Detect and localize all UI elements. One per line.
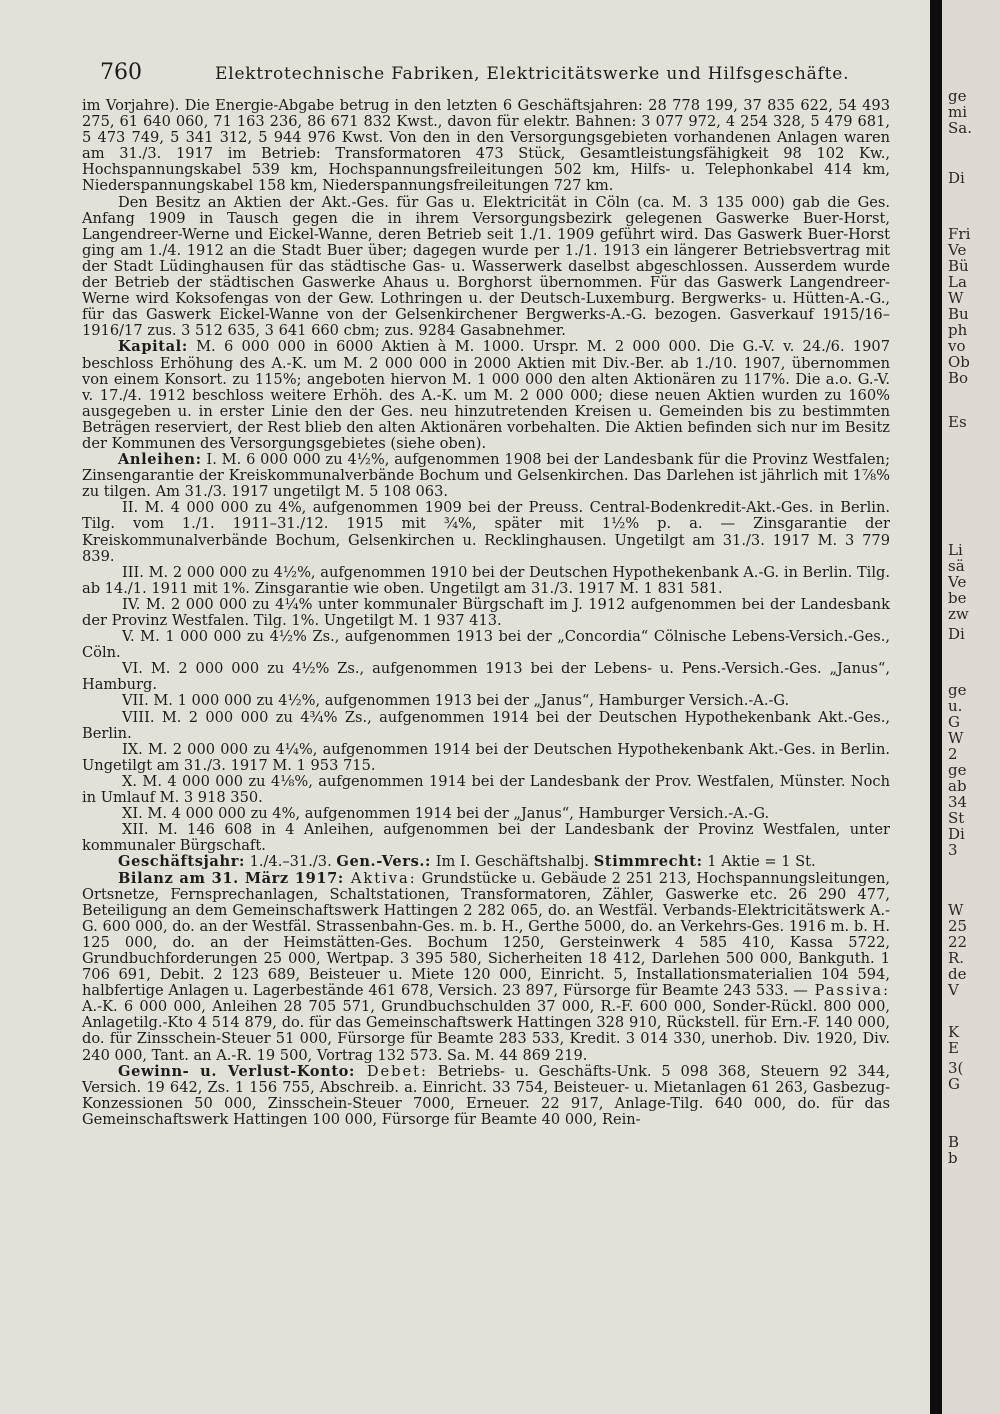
debet-label: Debet: — [355, 1062, 428, 1080]
anleihe-4: IV. M. 2 000 000 zu 4¼% unter kommunaler Bürgschaft im J. 1912 aufgenommen bei der Landesbank der Provinz Westfalen. Tilg. 1%. Ungetilgt M. 1 937 413. — [82, 595, 890, 629]
facing-page-fragment: La — [948, 273, 967, 291]
facing-page-fragment: Fri — [948, 225, 971, 243]
facing-page-fragment: de — [948, 965, 967, 983]
facing-page-fragment: G — [948, 1075, 960, 1093]
anleihe-9: IX. M. 2 000 000 zu 4¼%, aufgenommen 1914 bei der Deutschen Hypothekenbank Akt.-Ges. in Berlin. Ungetilgt am 31./3. 1917 M. 1 953 715. — [82, 740, 890, 774]
anleihe-10: X. M. 4 000 000 zu 4⅛%, aufgenommen 1914 bei der Landesbank der Prov. Westfalen, Münster. Noch in Umlauf M. 3 918 350. — [82, 772, 890, 807]
paragraph-anleihen — [82, 452, 890, 500]
facing-page-fragment: u. — [948, 697, 963, 715]
geschaeftsjahr-heading: Geschäftsjahr: — [118, 853, 245, 871]
gen-vers-text: Im I. Geschäftshalbj. — [431, 853, 594, 871]
facing-page-fragment: Es — [948, 413, 967, 431]
facing-page-fragment: ab — [948, 777, 967, 795]
paragraph-kapital — [82, 339, 890, 452]
paragraph-guv — [82, 1064, 890, 1128]
facing-page-fragment: St — [948, 809, 965, 827]
facing-page-fragment: W — [948, 901, 964, 919]
anleihen-text: I. M. 6 000 000 zu 4½%, aufgenommen 1908 bei der Landesbank für die Provinz Westfalen; Zinsengarantie der Kreiskommunalverbände Bochum und Gelsenkirchen. Das Darlehen ist jährlich mit 1⅞% zu tilgen. Am 31./3. 1917 ungetilgt M. 5 108 063. — [82, 451, 890, 501]
facing-page-fragment: Di — [948, 625, 965, 643]
anleihe-6: VI. M. 2 000 000 zu 4½% Zs., aufgenommen 1913 bei der Lebens- u. Pens.-Versich.-Ges. „Janus“, Hamburg. — [82, 660, 890, 694]
passiva-label: Passiva: — [807, 982, 890, 1000]
facing-page-fragment: G — [948, 713, 960, 731]
facing-page-fragment: W — [948, 729, 964, 747]
facing-page-fragment: K — [948, 1023, 960, 1041]
facing-page-fragment: zw — [948, 605, 969, 623]
facing-page-fragment: ge — [948, 761, 967, 779]
anleihe-5: V. M. 1 000 000 zu 4½% Zs., aufgenommen 1913 bei der „Concordia“ Cölnische Lebens-Versich.-Ges., Cöln. — [82, 628, 890, 662]
aktiva-label: Aktiva: — [343, 869, 417, 887]
facing-page-fragment: vo — [948, 337, 966, 355]
paragraph-energy: im Vorjahre). Die Energie-Abgabe betrug in den letzten 6 Geschäftsjahren: 28 778 199, 37 835 622, 54 493 275, 61 640 060, 71 163 236, 86 671 832 Kwst., davon für elektr. Bahnen: 3 077 972, 4 254 328, 5 479 681, 5 473 749, 5 341 312, 5 944 976 Kwst. Von den in den Versorgungsgebieten vorhandenen Anlagen waren am 31./3. 1917 im Betrieb: Transformatoren 473 Stück, Gesamtleistungsfähigkeit 98 102 Kw., Hochspannungskabel 539 km, Hochspannungsfreileitungen 502 km, Hilfs- u. Telephonkabel 414 km, Niederspannungskabel 158 km, Niederspannungsfreileitungen 727 km. — [82, 97, 890, 195]
facing-page-fragment: Bo — [948, 369, 969, 387]
facing-page-fragment: Li — [948, 541, 963, 559]
geschaeftsjahr-text: 1./4.–31./3. — [244, 853, 337, 871]
guv-heading: Gewinn- u. Verlust-Konto: — [118, 1062, 356, 1080]
facing-page-fragment: 22 — [948, 933, 968, 951]
bilanz-heading: Bilanz am 31. März 1917: — [118, 869, 344, 887]
facing-page-fragment: ge — [948, 87, 967, 105]
anleihen-heading: Anleihen: — [118, 451, 202, 469]
paragraph-gas: Den Besitz an Aktien der Akt.-Ges. für Gas u. Elektricität in Cöln (ca. M. 3 135 000) gab die Ges. Anfang 1909 in Tausch gegen die in ihrem Versorgungsbezirk gelegenen Gaswerke Buer-Horst, Langendreer-Werne und Eickel-Wanne, deren Betrieb seit 1./1. 1909 geführt wird. Das Gaswerk Buer-Horst ging am 1./4. 1912 an die Stadt Buer über; dagegen wurde per 1./1. 1913 ein längerer Betriebsvertrag mit der Stadt Lüdinghausen für das städtische Gas- u. Wasserwerk daselbst abgeschlossen. Ausserdem wurde der Betrieb der städtischen Gaswerke Ahaus u. Borghorst übernommen. Für das Gaswerk Langendreer-Werne wird Koksofengas von der Gew. Lothringen u. der Deutsch-Luxemburg. Bergwerks- u. Hütten-A.-G., für das Gaswerk Eickel-Wanne von der Gelsenkirchener Bergwerks-A.-G. bezogen. Gasverkauf 1915/16–1916/17 zus. 3 512 635, 3 641 660 cbm; zus. 9284 Gasabnehmer. — [82, 193, 890, 340]
facing-page-fragment: B — [948, 1133, 960, 1151]
anleihe-8: VIII. M. 2 000 000 zu 4¾% Zs., aufgenommen 1914 bei der Deutschen Hypothekenbank Akt.-Ges., Berlin. — [82, 708, 890, 742]
facing-page-fragment: 3( — [948, 1059, 964, 1077]
facing-page-fragment: Sa. — [948, 119, 972, 137]
facing-page-fragment: R. — [948, 949, 965, 967]
facing-page-fragment: be — [948, 589, 967, 607]
facing-page-fragment: 34 — [948, 793, 968, 811]
gen-vers-heading: Gen.-Vers.: — [336, 853, 432, 871]
facing-page-fragment: V — [948, 981, 959, 999]
facing-page-fragment: E — [948, 1039, 959, 1057]
page-number: 760 — [100, 60, 142, 85]
facing-page-fragment: Di — [948, 169, 965, 187]
kapital-heading: Kapital: — [118, 338, 188, 356]
facing-page-fragment: Ve — [948, 573, 967, 591]
anleihe-2: II. M. 4 000 000 zu 4%, aufgenommen 1909 bei der Preuss. Central-Bodenkredit-Akt.-Ges. in Berlin. Tilg. vom 1./1. 1911–31./12. 1915 mit ¾%, später mit 1½% p. a. — Zinsgarantie der Kreiskommunalverbände Bochum, Gelsenkirchen u. Recklinghausen. Ungetilgt am 31./3. 1917 M. 3 779 839. — [82, 499, 890, 565]
book-binding-gutter — [930, 0, 942, 1414]
bilanz-aktiva-text: Grundstücke u. Gebäude 2 251 213, Hochspannungsleitungen, Ortsnetze, Fernsprechanlagen, Schaltstationen, Transformatoren, Zähler, Gaswerke etc. 26 290 477, Beteiligung an dem Gemeinschaftswerk Hattingen 2 282 065, do. an Westfäl. Verbands-Elektricitätswerk A.-G. 600 000, do. an der Westfäl. Strassenbahn-Ges. m. b. H., Gerthe 5000, do. an Verkehrs-Ges. 1916 m. b. H. 125 000, do. an der Heimstätten-Ges. Bochum 1250, Gersteinwerk 4 585 410, Kassa 5722, Grundbuchforderungen 25 000, Wertpap. 3 395 580, Sicherheiten 18 412, Darlehen 500 000, Bankguth. 1 706 691, Debit. 2 123 689, Beisteuer u. Miete 120 000, Einricht. 5, Installationsmaterialien 104 594, halbfertige Anlagen u. Lagerbestände 461 678, Versich. 23 897, Fürsorge für Beamte 243 533. — — [82, 869, 891, 1000]
facing-page-fragment: 3 — [948, 841, 958, 859]
facing-page-fragment: ph — [948, 321, 968, 339]
facing-page-fragment: mi — [948, 103, 968, 121]
anleihe-7: VII. M. 1 000 000 zu 4½%, aufgenommen 1913 bei der „Janus“, Hamburger Versich.-A.-G. — [122, 692, 790, 710]
facing-page-fragment: ge — [948, 681, 967, 699]
paragraph-geschaeftsjahr — [82, 854, 890, 870]
facing-page-edge — [942, 0, 1000, 1414]
guv-text: Betriebs- u. Geschäfts-Unk. 5 098 368, Steuern 92 344, Versich. 19 642, Zs. 1 156 755, Abschreib. a. Einricht. 33 754, Beisteuer- u. Mietanlagen 61 263, Gasbezug-Konzessionen 50 000, Zinsschein-Steuer 7000, Erneuer. 22 917, Anlage-Tilg. 640 000, do. für das Gemeinschaftswerk Hattingen 100 000, Fürsorge für Beamte 40 000, Rein- — [82, 1062, 890, 1128]
facing-page-fragment: 25 — [948, 917, 968, 935]
stimmrecht-text: 1 Aktie = 1 St. — [702, 853, 816, 871]
bilanz-passiva-text: A.-K. 6 000 000, Anleihen 28 705 571, Grundbuchschulden 37 000, R.-F. 600 000, Sonder-Rückl. 800 000, Anlagetilg.-Kto 4 514 879, do. für das Gemeinschaftswerk Hattingen 328 910, Rückstell. für Ern.-F. 140 000, do. für Zinsschein-Steuer 51 000, Fürsorge für Beamte 283 533, Kredit. 3 014 330, unerhob. Div. 1920, Div. 240 000, Tant. an A.-R. 19 500, Vortrag 132 573. Sa. M. 44 869 219. — [82, 998, 890, 1064]
anleihe-12: XII. M. 146 608 in 4 Anleihen, aufgenommen bei der Landesbank der Provinz Westfalen, unter kommunaler Bürgschaft. — [82, 821, 890, 855]
anleihe-11: XI. M. 4 000 000 zu 4%, aufgenommen 1914 bei der „Janus“, Hamburger Versich.-A.-G. — [122, 805, 770, 823]
body-text — [82, 98, 890, 1128]
kapital-text: M. 6 000 000 in 6000 Aktien à M. 1000. Urspr. M. 2 000 000. Die G.-V. v. 24./6. 1907 beschloss Erhöhung des A.-K. um M. 2 000 000 in 2000 Aktien mit Div.-Ber. ab 1./10. 1907, übernommen von einem Konsort. zu 115%; angeboten hiervon M. 1 000 000 den alten Aktionären zu 117%. Die a.o. G.-V. v. 17./4. 1912 beschloss weitere Erhöh. des A.-K. um M. 2 000 000; diese neuen Aktien wurden zu 160% ausgegeben u. in erster Linie den der Ges. neu hinzutretenden Kreisen u. Gemeinden bis zu bestimmten Beträgen reserviert, der Rest blieb den alten Aktionären vorbehalten. Die Aktien befinden sich nur im Besitz der Kommunen des Versorgungsgebietes (siehe oben). — [82, 338, 890, 452]
facing-page-fragment: Ve — [948, 241, 967, 259]
paragraph-bilanz — [82, 871, 890, 1064]
page-header — [100, 60, 890, 90]
facing-page-fragment: W — [948, 289, 964, 307]
running-title: Elektrotechnische Fabriken, Elektricitätswerke und Hilfsgeschäfte. — [215, 64, 850, 84]
facing-page-fragment: b — [948, 1149, 958, 1167]
stimmrecht-heading: Stimmrecht: — [593, 853, 703, 871]
facing-page-fragment: Bu — [948, 305, 969, 323]
facing-page-fragment: Bü — [948, 257, 969, 275]
anleihe-3: III. M. 2 000 000 zu 4½%, aufgenommen 1910 bei der Deutschen Hypothekenbank A.-G. in Berlin. Tilg. ab 14./1. 1911 mit 1%. Zinsgarantie wie oben. Ungetilgt am 31./3. 1917 M. 1 831 581. — [82, 563, 890, 597]
facing-page-fragment: Ob — [948, 353, 970, 371]
facing-page-fragment: sä — [948, 557, 965, 575]
facing-page-fragment: 2 — [948, 745, 958, 763]
facing-page-fragment: Di — [948, 825, 965, 843]
